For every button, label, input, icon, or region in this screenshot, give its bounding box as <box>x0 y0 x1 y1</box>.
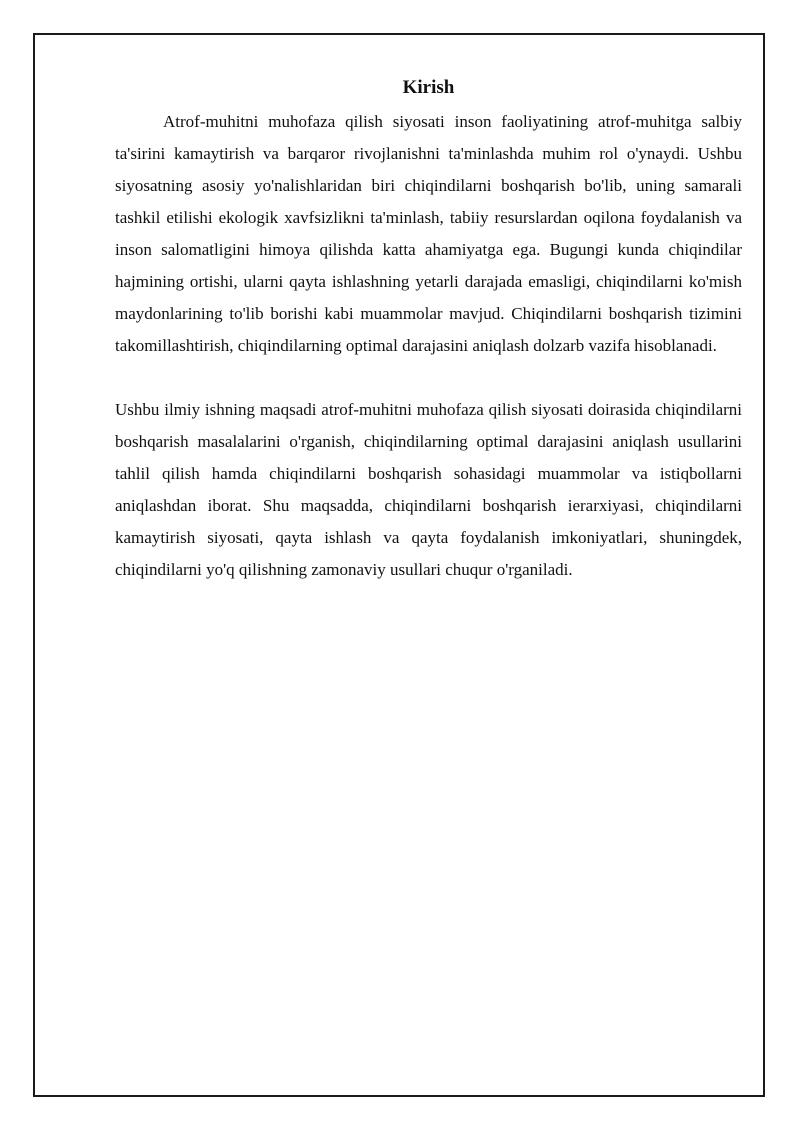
paragraph-spacer <box>115 362 742 394</box>
paragraph-introduction: Atrof-muhitni muhofaza qilish siyosati inson faoliyatining atrof-muhitga salbiy ta'sirini kamaytirish va barqaror rivojlanishni ta'minlashda muhim rol o'ynaydi. Ushbu siyosatning asosiy yo'nalishlaridan biri chiqindilarni boshqarish bo'lib, uning samarali tashkil etilishi ekologik xavfsizlikni ta'minlash, tabiiy resurslardan oqilona foydalanish va inson salomatligini himoya qilishda katta ahamiyatga ega. Bugungi kunda chiqindilar hajmining ortishi, ularni qayta ishlashning yetarli darajada emasligi, chiqindilarni ko'mish maydonlarining to'lib borishi kabi muammolar mavjud. Chiqindilarni boshqarish tizimini takomillashtirish, chiqindilarning optimal darajasini aniqlash dolzarb vazifa hisoblanadi. <box>115 112 742 355</box>
document-body <box>115 74 742 586</box>
paragraph-objective: Ushbu ilmiy ishning maqsadi atrof-muhitni muhofaza qilish siyosati doirasida chiqindilarni boshqarish masalalarini o'rganish, chiqindilarning optimal darajasini aniqlash usullarini tahlil qilish hamda chiqindilarni boshqarish sohasidagi muammolar va istiqbollarni aniqlashdan iborat. Shu maqsadda, chiqindilarni boshqarish ierarxiyasi, chiqindilarni kamaytirish siyosati, qayta ishlash va qayta foydalanish imkoniyatlari, shuningdek, chiqindilarni yo'q qilishning zamonaviy usullari chuqur o'rganiladi. <box>115 400 742 579</box>
page-title: Kirish <box>402 77 455 98</box>
